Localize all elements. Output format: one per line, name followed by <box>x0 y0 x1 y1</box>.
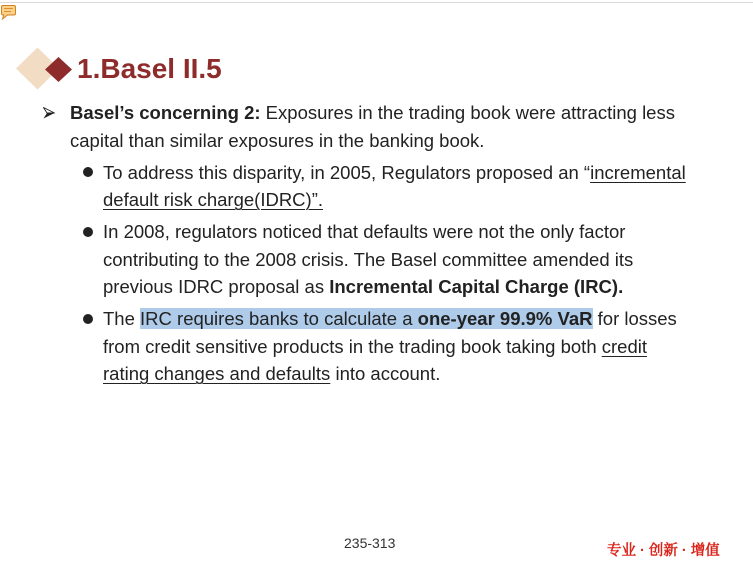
dot-bullet-icon <box>83 167 93 177</box>
sub-point-text: To address this disparity, in 2005, Regulators proposed an “ <box>103 161 591 183</box>
highlighted-text: IRC requires banks to calculate a <box>140 308 418 329</box>
slide-title: 1.Basel II.5 <box>77 53 222 84</box>
text-line <box>103 360 753 388</box>
bold-term: Incremental Capital Charge (IRC). <box>329 276 624 297</box>
sub-point-text: into account. <box>330 363 441 384</box>
comment-icon[interactable] <box>0 4 17 20</box>
sub-point <box>0 305 753 388</box>
slide-content <box>0 99 753 388</box>
page-number: 235-313 <box>344 535 396 551</box>
dot-bullet-icon <box>83 227 93 237</box>
underlined-term: credit <box>601 335 647 357</box>
sub-point-text: The <box>103 308 141 329</box>
diamond-icon <box>14 46 74 92</box>
top-border <box>0 2 753 3</box>
sub-point-text: previous IDRC proposal as <box>103 276 330 297</box>
underlined-term: incremental <box>590 161 686 183</box>
underlined-term: rating changes and defaults <box>103 363 331 384</box>
sub-point-text: contributing to the 2008 crisis. The Basel committee amended its <box>103 248 634 270</box>
text-line <box>70 127 753 155</box>
footer-slogan: 专业 · 创新 · 增值 <box>607 543 720 559</box>
sub-point <box>0 218 753 301</box>
dot-bullet-icon <box>83 314 93 324</box>
main-point-text: Exposures in the trading book were attracting less <box>260 102 675 123</box>
text-line <box>103 218 753 246</box>
text-line <box>70 99 753 127</box>
underlined-term: default risk charge(IDRC)”. <box>103 189 324 210</box>
arrow-bullet-icon <box>43 107 55 119</box>
main-point <box>0 99 753 154</box>
text-line <box>103 159 753 187</box>
sub-point-text: In 2008, regulators noticed that defaults were not the only factor <box>103 221 626 242</box>
sub-point-text: for losses <box>592 308 677 329</box>
text-line <box>103 333 753 361</box>
main-point-text: capital than similar exposures in the banking book. <box>70 129 485 151</box>
sub-point <box>0 159 753 214</box>
text-line <box>103 305 753 333</box>
text-line <box>103 273 753 301</box>
text-line <box>103 246 753 274</box>
text-line <box>103 186 753 214</box>
highlighted-bold-term: one-year 99.9% VaR <box>417 308 593 329</box>
sub-point-text: from credit sensitive products in the trading book taking both <box>103 335 602 357</box>
main-point-label: Basel’s concerning 2: <box>70 102 261 123</box>
